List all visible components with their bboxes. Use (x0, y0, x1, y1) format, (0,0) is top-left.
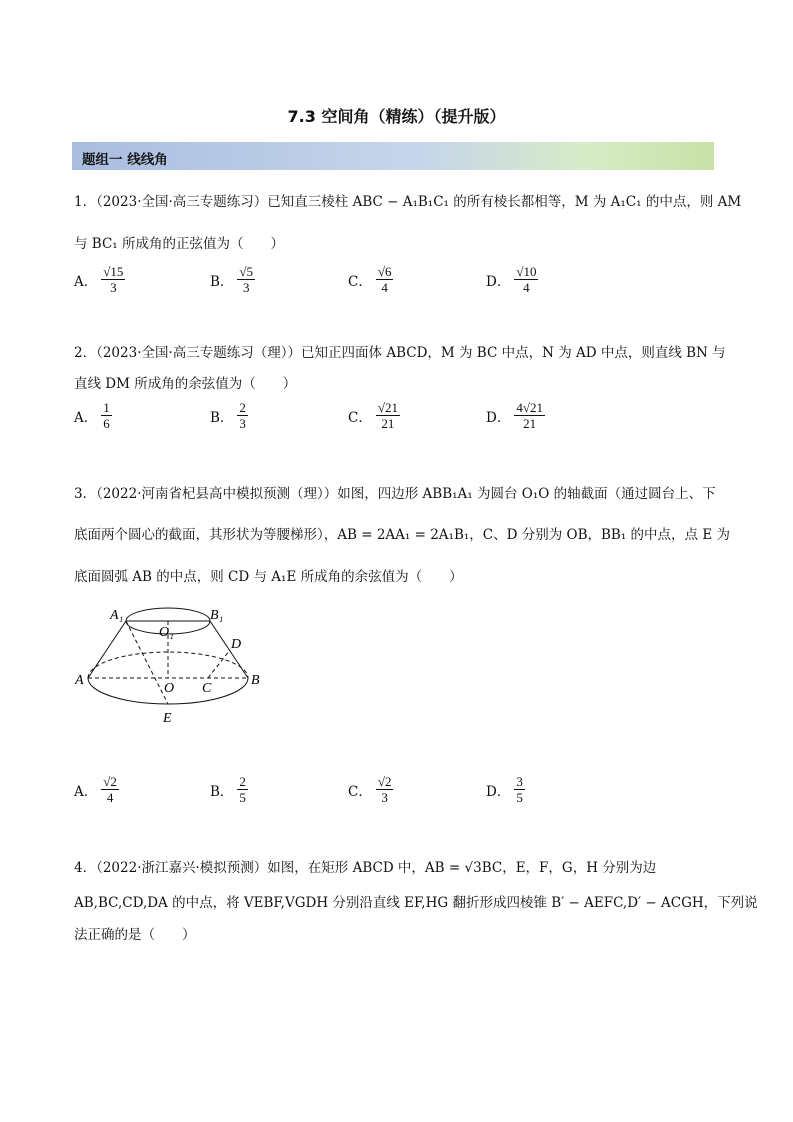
q3-option-d[interactable]: D． $\frac{3}{5}$ (486, 774, 523, 805)
q2-option-c[interactable]: C． $\frac{√21}{21}$ (348, 400, 398, 431)
q4-line3: 法正确的是（ ） (74, 927, 196, 943)
label-b: B (251, 673, 260, 688)
q2-line2: 直线 DM 所成角的余弦值为（ ） (74, 376, 297, 392)
q1-option-c[interactable]: C． $\frac{√6}{4}$ (348, 264, 392, 295)
q3-line3: 底面圆弧 AB 的中点，则 CD 与 A₁E 所成角的余弦值为（ ） (74, 569, 463, 585)
label-o: O (164, 681, 175, 696)
edge-bb1 (210, 621, 248, 678)
q3-option-c[interactable]: C． $\frac{√2}{3}$ (348, 774, 392, 805)
page-title: 7.3 空间角（精练）（提升版） (287, 107, 506, 126)
section-header-bar (72, 142, 714, 170)
q3-option-a[interactable]: A． $\frac{√2}{4}$ (74, 774, 117, 805)
q4-line2: AB,BC,CD,DA 的中点，将 VEBF,VGDH 分别沿直线 EF,HG 翻折形成四棱锥 B′ − AEFC,D′ − ACGH，下列说 (74, 895, 758, 911)
label-a: A (75, 673, 84, 688)
q3-line1: 3．（2022·河南省杞县高中模拟预测（理））如图，四边形 ABB₁A₁ 为圆台 O₁O 的轴截面（通过圆台上、下 (74, 486, 716, 502)
q1-option-b[interactable]: B． $\frac{√5}{3}$ (210, 264, 254, 295)
frustum-figure (70, 600, 270, 730)
q3-line2: 底面两个圆心的截面，其形状为等腰梯形），AB = 2AA₁ = 2A₁B₁，C、D 分别为 OB，BB₁ 的中点，点 E 为 (74, 527, 730, 543)
section-title: 题组一 线线角 (82, 152, 168, 168)
segment-cd (208, 650, 230, 678)
q3-option-b[interactable]: B． $\frac{2}{5}$ (210, 774, 246, 805)
q2-option-d[interactable]: D． $\frac{4√21}{21}$ (486, 400, 543, 431)
q2-option-b[interactable]: B． $\frac{2}{3}$ (210, 400, 246, 431)
label-o1: O₁ (159, 625, 174, 640)
q1-option-a[interactable]: A． $\frac{√15}{3}$ (74, 264, 124, 295)
label-d: D (231, 637, 242, 652)
label-c: C (202, 681, 212, 696)
q1-line2: 与 BC₁ 所成角的正弦值为（ ） (74, 236, 284, 252)
q2-option-a[interactable]: A． $\frac{1}{6}$ (74, 400, 110, 431)
edge-aa1 (88, 621, 126, 678)
label-a1: A₁ (110, 608, 124, 623)
label-e: E (163, 711, 172, 726)
q1-option-d[interactable]: D． $\frac{√10}{4}$ (486, 264, 537, 295)
q4-line1: 4．（2022·浙江嘉兴·模拟预测）如图，在矩形 ABCD 中，AB = √3BC，E，F，G，H 分别为边 (74, 860, 657, 876)
q1-line1: 1．（2023·全国·高三专题练习）已知直三棱柱 ABC − A₁B₁C₁ 的所有棱长都相等，M 为 A₁C₁ 的中点，则 AM (74, 194, 742, 210)
label-b1: B₁ (210, 608, 224, 623)
q2-line1: 2．（2023·全国·高三专题练习（理））已知正四面体 ABCD，M 为 BC 中点，N 为 AD 中点，则直线 BN 与 (74, 345, 726, 361)
